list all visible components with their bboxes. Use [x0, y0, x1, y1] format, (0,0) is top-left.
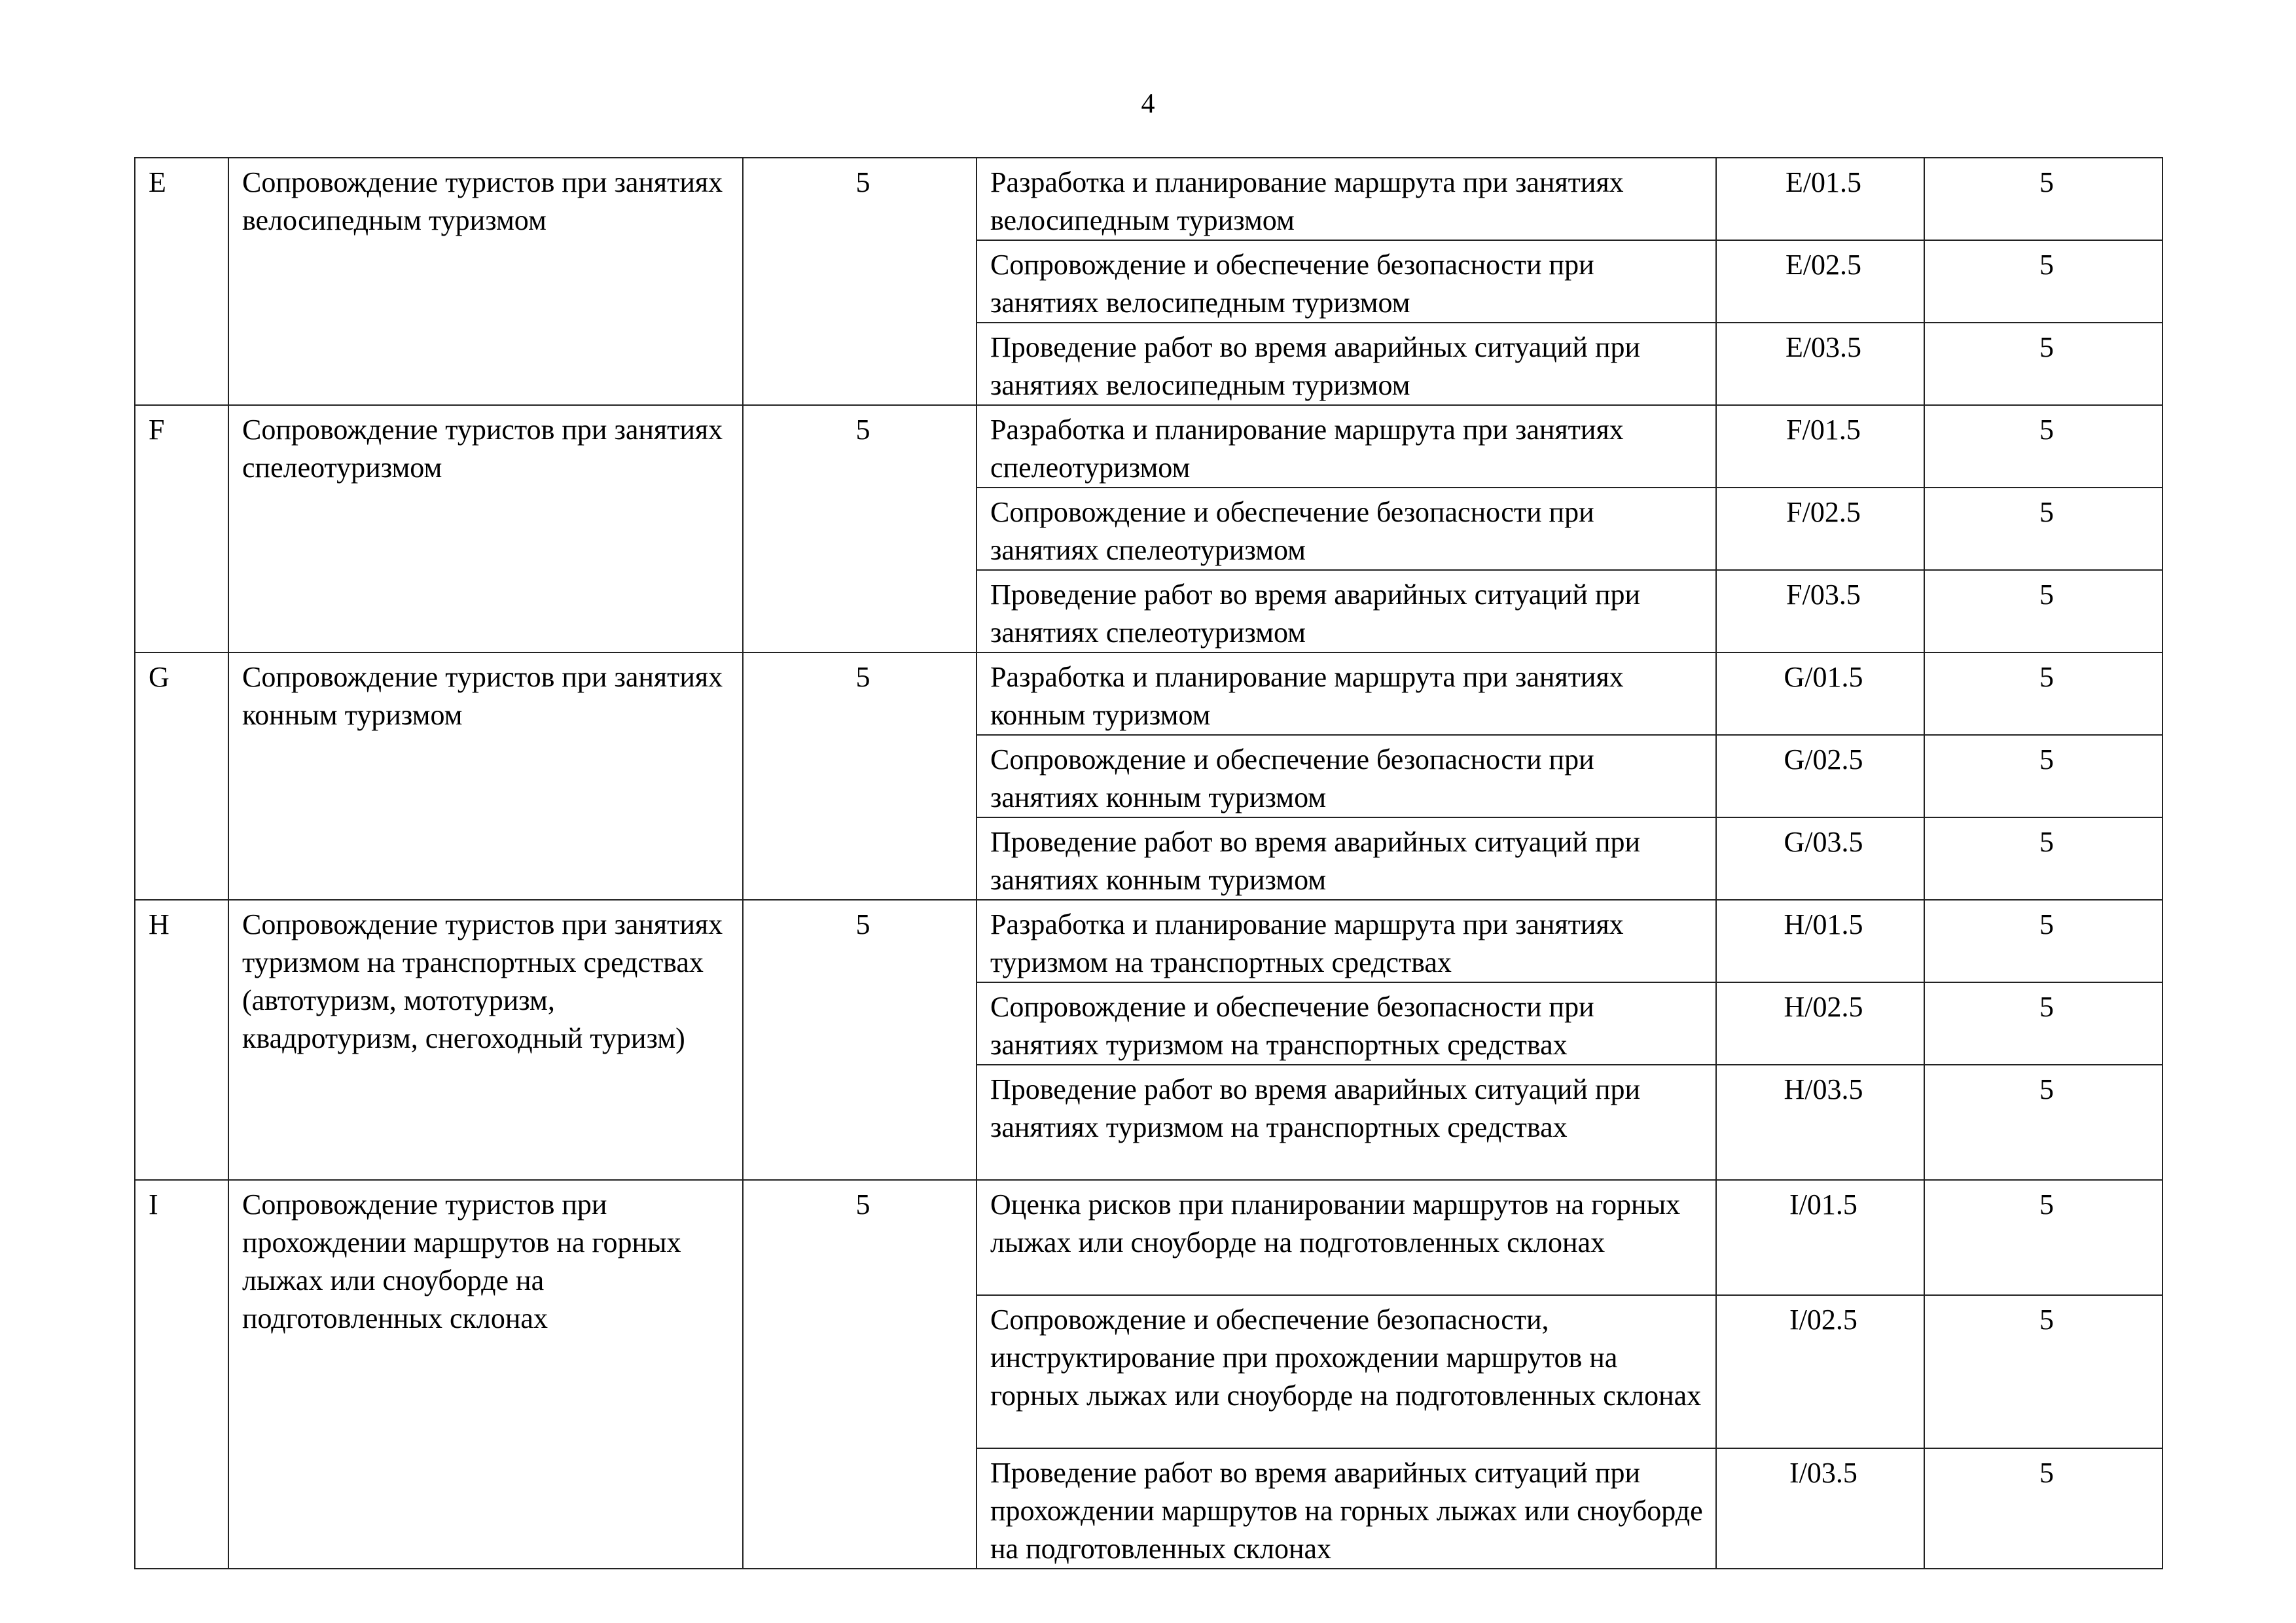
function-level: 5	[1924, 570, 2162, 652]
group-name: Сопровождение туристов при занятиях туризмом на транспортных средствах (автотуризм, мототуризм, квадротуризм, снегоходный туризм)	[228, 900, 743, 1180]
group-name: Сопровождение туристов при занятиях велосипедным туризмом	[228, 158, 743, 405]
table-row	[135, 1180, 2162, 1295]
group-code: G	[135, 652, 228, 900]
function-code: I/02.5	[1716, 1295, 1924, 1448]
function-level: 5	[1924, 652, 2162, 735]
function-name: Оценка рисков при планировании маршрутов на горных лыжах или сноуборде на подготовленных склонах	[977, 1180, 1716, 1295]
group-level: 5	[743, 158, 977, 405]
table-row	[135, 405, 2162, 488]
function-code: E/03.5	[1716, 323, 1924, 405]
table-row	[135, 900, 2162, 982]
group-code: F	[135, 405, 228, 652]
function-code: I/01.5	[1716, 1180, 1924, 1295]
function-name: Сопровождение и обеспечение безопасности при занятиях велосипедным туризмом	[977, 240, 1716, 323]
function-level: 5	[1924, 735, 2162, 817]
function-level: 5	[1924, 323, 2162, 405]
function-name: Сопровождение и обеспечение безопасности при занятиях туризмом на транспортных средствах	[977, 982, 1716, 1065]
functions-table	[134, 157, 2163, 1569]
function-level: 5	[1924, 1180, 2162, 1295]
function-name: Проведение работ во время аварийных ситуаций при занятиях конным туризмом	[977, 817, 1716, 900]
function-level: 5	[1924, 488, 2162, 570]
function-code: I/03.5	[1716, 1448, 1924, 1569]
function-name: Сопровождение и обеспечение безопасности, инструктирование при прохождении маршрутов на горных лыжах или сноуборде на подготовленных склонах	[977, 1295, 1716, 1448]
function-code: H/02.5	[1716, 982, 1924, 1065]
function-name: Сопровождение и обеспечение безопасности при занятиях спелеотуризмом	[977, 488, 1716, 570]
group-code: I	[135, 1180, 228, 1569]
function-code: F/02.5	[1716, 488, 1924, 570]
function-name: Разработка и планирование маршрута при занятиях спелеотуризмом	[977, 405, 1716, 488]
group-code: H	[135, 900, 228, 1180]
function-name: Проведение работ во время аварийных ситуаций при прохождении маршрутов на горных лыжах или сноуборде на подготовленных склонах	[977, 1448, 1716, 1569]
group-name: Сопровождение туристов при занятиях конным туризмом	[228, 652, 743, 900]
functions-table-body	[135, 158, 2162, 1569]
page-number: 4	[1141, 89, 1155, 119]
function-level: 5	[1924, 240, 2162, 323]
function-name: Проведение работ во время аварийных ситуаций при занятиях велосипедным туризмом	[977, 323, 1716, 405]
function-name: Разработка и планирование маршрута при занятиях велосипедным туризмом	[977, 158, 1716, 240]
function-code: G/03.5	[1716, 817, 1924, 900]
function-name: Сопровождение и обеспечение безопасности при занятиях конным туризмом	[977, 735, 1716, 817]
table-row	[135, 652, 2162, 735]
group-level: 5	[743, 1180, 977, 1569]
group-level: 5	[743, 652, 977, 900]
function-level: 5	[1924, 158, 2162, 240]
function-level: 5	[1924, 817, 2162, 900]
function-level: 5	[1924, 982, 2162, 1065]
function-code: G/02.5	[1716, 735, 1924, 817]
function-level: 5	[1924, 1295, 2162, 1448]
group-level: 5	[743, 405, 977, 652]
function-name: Разработка и планирование маршрута при занятиях туризмом на транспортных средствах	[977, 900, 1716, 982]
function-code: E/02.5	[1716, 240, 1924, 323]
function-name: Проведение работ во время аварийных ситуаций при занятиях туризмом на транспортных средствах	[977, 1065, 1716, 1180]
group-level: 5	[743, 900, 977, 1180]
function-level: 5	[1924, 900, 2162, 982]
function-level: 5	[1924, 405, 2162, 488]
function-code: H/01.5	[1716, 900, 1924, 982]
function-name: Разработка и планирование маршрута при занятиях конным туризмом	[977, 652, 1716, 735]
function-level: 5	[1924, 1065, 2162, 1180]
function-code: F/03.5	[1716, 570, 1924, 652]
function-name: Проведение работ во время аварийных ситуаций при занятиях спелеотуризмом	[977, 570, 1716, 652]
group-name: Сопровождение туристов при занятиях спелеотуризмом	[228, 405, 743, 652]
function-code: E/01.5	[1716, 158, 1924, 240]
function-level: 5	[1924, 1448, 2162, 1569]
function-code: F/01.5	[1716, 405, 1924, 488]
group-code: E	[135, 158, 228, 405]
group-name: Сопровождение туристов при прохождении маршрутов на горных лыжах или сноуборде на подготовленных склонах	[228, 1180, 743, 1569]
table-row	[135, 158, 2162, 240]
function-code: G/01.5	[1716, 652, 1924, 735]
function-code: H/03.5	[1716, 1065, 1924, 1180]
